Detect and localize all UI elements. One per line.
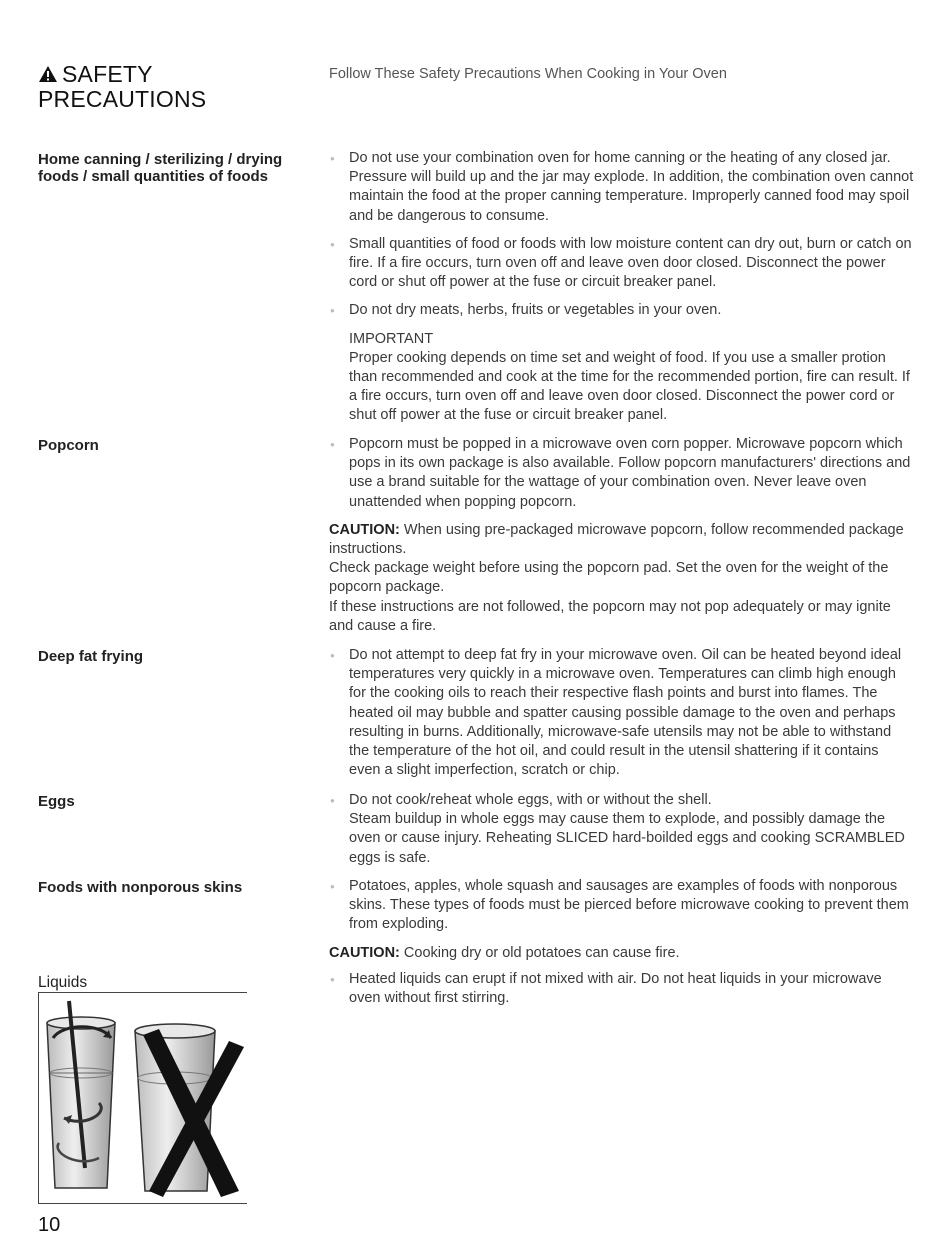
heading-eggs: Eggs — [38, 793, 75, 810]
bullet-item: ● Potatoes, apples, whole squash and sausages are examples of foods with nonporous skins. These types of foods must be pierced before microwave cooking to prevent them from exploding. — [329, 877, 914, 935]
bullet-subtext: Steam buildup in whole eggs may cause them to explode, and possibly damage the oven or cause injury. Reheating SLICED hard-boilded eggs and cooking SCRAMBLED eggs is safe. — [349, 811, 905, 866]
title-line1: SAFETY — [62, 61, 153, 87]
heading-popcorn: Popcorn — [38, 437, 99, 454]
caution-paragraph — [329, 521, 914, 559]
section-popcorn — [329, 435, 914, 636]
caution-text: When using pre-packaged microwave popcorn, follow recommended package instructions. — [329, 521, 904, 558]
section-nonporous-skins — [329, 877, 914, 963]
warning-icon — [38, 65, 58, 83]
bullet-item: ● Do not cook/reheat whole eggs, with or without the shell. — [329, 791, 914, 810]
section-deep-fat-frying — [329, 646, 914, 789]
bullet-item: ● Do not use your combination oven for home canning or the heating of any closed jar. Pressure will build up and the jar may explode. In addition, the combination oven cannot maintain the food at the proper canning temperature. Improperly canned food may spoil and be dangerous to consume. — [329, 149, 914, 226]
caution-label: CAUTION: — [329, 944, 400, 961]
heading-nonporous-skins: Foods with nonporous skins — [38, 879, 243, 896]
heading-home-canning: Home canning / sterilizing / drying foods / small quantities of foods — [38, 151, 283, 185]
bullet-item: ● Small quantities of food or foods with low moisture content can dry out, burn or catch on fire. If a fire occurs, turn oven off and leave oven door closed. Disconnect the power cord or shut off power at the fuse or circuit breaker panel. — [329, 235, 914, 293]
bullet-item: ● Do not attempt to deep fat fry in your microwave oven. Oil can be heated beyond ideal temperatures very quickly in a microwave oven. Temperatures can climb high enough for the cooking oils to reach their respective flash points and burst into flames. The heated oil may bubble and spatter causing possible damage to the oven and perhaps resulting in burns. Additionally, microwave-safe utensils may not be able to withstand the temperature of the hot oil, and could result in the utensil shattering if it contains even a slight imperfection, scratch or chip. — [329, 646, 914, 780]
bullet-item: ● Do not dry meats, herbs, fruits or vegetables in your oven. — [329, 301, 914, 320]
paragraph: If these instructions are not followed, the popcorn may not pop adequately or may ignite and cause a fire. — [329, 598, 891, 634]
page-number: 10 — [38, 1214, 61, 1236]
caution-text: Cooking dry or old potatoes can cause fire. — [399, 944, 680, 961]
section-liquids — [329, 970, 914, 1017]
heading-deep-fat-frying: Deep fat frying — [38, 648, 144, 665]
caution-label: CAUTION: — [329, 521, 400, 538]
heading-liquids: Liquids — [38, 974, 88, 991]
page-subtitle: Follow These Safety Precautions When Cooking in Your Oven — [329, 66, 727, 82]
section-eggs — [329, 791, 914, 872]
important-text: Proper cooking depends on time set and weight of food. If you use a smaller protion than recommended and cook at the time for the recommended portion, fire can result. If a fire occurs, turn oven off and leave oven door closed. Disconnect the power cord or shut off power at the fuse or circuit breaker panel. — [349, 349, 910, 424]
bullet-item: ● Heated liquids can erupt if not mixed with air. Do not heat liquids in your microwave oven without first stirring. — [329, 970, 914, 1008]
important-label: IMPORTANT — [349, 330, 434, 347]
page-title — [38, 62, 206, 112]
caution-paragraph — [329, 944, 914, 963]
glass-stirred-vs-crossed-glass-illustration — [39, 993, 246, 1203]
bullet-item: ● Popcorn must be popped in a microwave oven corn popper. Microwave popcorn which pops in its own package is also available. Follow popcorn manufacturers' directions and use a brand suitable for the wattage of your combination oven. Never leave oven unattended when popping popcorn. — [329, 435, 914, 512]
title-line2: PRECAUTIONS — [38, 86, 207, 112]
paragraph: Check package weight before using the popcorn pad. Set the oven for the weight of the popcorn package. — [329, 560, 889, 596]
section-home-canning — [329, 149, 914, 430]
liquids-illustration — [38, 992, 247, 1204]
